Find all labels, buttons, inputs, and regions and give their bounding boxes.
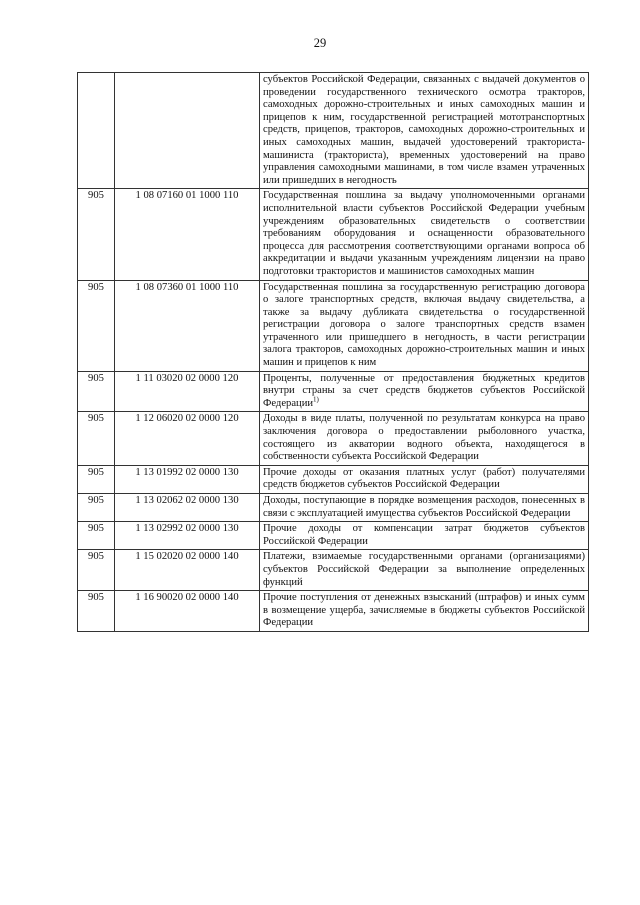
revenue-code-cell: 1 13 02992 02 0000 130 [115,522,260,550]
revenue-code-cell: 1 11 03020 02 0000 120 [115,371,260,412]
description-text: Прочие доходы от компенсации затрат бюджетов субъектов Российской Федерации [263,523,585,547]
table-row [78,465,589,493]
admin-code-cell: 905 [78,189,115,280]
description-text: Государственная пошлина за государственную регистрацию договора о залоге транспортных средств, включая выдачу свидетельства, а также за выдачу дубликата свидетельства о государственной регистрации договора о залоге транспортных средств взамен утраченного или пришедшего в негодность, в части регистрации залога тракторов, самоходных дорожно-строительных машин и иных машин и прицепов к ним [263,281,585,369]
description-text: Прочие поступления от денежных взысканий (штрафов) и иных сумм в возмещение ущерба, зачисляемые в бюджеты субъектов Российской Федерации [263,592,585,629]
revenue-code-cell: 1 12 06020 02 0000 120 [115,412,260,465]
admin-code-cell: 905 [78,465,115,493]
description-text: Доходы, поступающие в порядке возмещения расходов, понесенных в связи с эксплуатацией имущества субъектов Российской Федерации [263,495,585,519]
table-row [78,494,589,522]
table-row [78,280,589,371]
description-cell [260,465,589,493]
description-cell [260,550,589,591]
admin-code-cell [78,73,115,189]
revenue-code-cell: 1 08 07160 01 1000 110 [115,189,260,280]
description-cell [260,591,589,632]
admin-code-cell: 905 [78,591,115,632]
admin-code-cell: 905 [78,550,115,591]
revenue-code-cell [115,73,260,189]
description-cell [260,73,589,189]
description-text: субъектов Российской Федерации, связанных с выдачей документов о проведении государственного технического осмотра тракторов, самоходных дорожно-строительных и иных самоходных машин и прицепов к ним, государственной регистрацией мототранспортных средств, прицепов, тракторов, самоходных дорожно-строительных и иных самоходных машин, выдачей удостоверений тракториста-машиниста (тракториста), временных удостоверений на право управления самоходными машинами, в том числе взамен утраченных или пришедших в негодность [263,74,585,186]
revenue-code-cell: 1 16 90020 02 0000 140 [115,591,260,632]
footnote-marker: 1) [313,395,319,404]
admin-code-cell: 905 [78,412,115,465]
description-cell [260,280,589,371]
table-row [78,371,589,412]
description-text: Государственная пошлина за выдачу уполномоченными органами исполнительной власти субъектов Российской Федерации учебным учреждениям образовательных свидетельств о соответствии требованиям оборудования и оснащенности образовательного процесса для рассмотрения соответствующими органами вопроса об аккредитации и выдачи указанным учреждениям лицензии на право подготовки трактористов и машинистов самоходных машин [263,190,585,277]
description-text: Прочие доходы от оказания платных услуг (работ) получателями средств бюджетов субъектов Российской Федерации [263,466,585,491]
admin-code-cell: 905 [78,280,115,371]
description-cell [260,189,589,280]
revenue-code-cell: 1 15 02020 02 0000 140 [115,550,260,591]
description-text: Проценты, полученные от предоставления бюджетных кредитов внутри страны за счет средств бюджетов субъектов Российской Федерации [263,372,585,409]
description-cell [260,522,589,550]
description-cell [260,371,589,412]
description-text: Доходы в виде платы, полученной по результатам конкурса на право заключения договора о предоставлении рыболовного участка, состоящего из акватории водного объекта, находящегося в собственности субъекта Российской Федерации [263,413,585,463]
table-row [78,591,589,632]
admin-code-cell: 905 [78,371,115,412]
revenue-codes-table [77,72,589,632]
table-row [78,412,589,465]
description-cell [260,412,589,465]
table-row [78,73,589,189]
table-body [78,73,589,632]
page-number: 29 [313,36,327,50]
admin-code-cell: 905 [78,494,115,522]
revenue-code-cell: 1 08 07360 01 1000 110 [115,280,260,371]
table-row [78,550,589,591]
revenue-code-cell: 1 13 01992 02 0000 130 [115,465,260,493]
table-row [78,189,589,280]
description-cell [260,494,589,522]
description-text: Платежи, взимаемые государственными органами (организациями) субъектов Российской Федерации за выполнение определенных функций [263,551,585,588]
revenue-code-cell: 1 13 02062 02 0000 130 [115,494,260,522]
admin-code-cell: 905 [78,522,115,550]
table-row [78,522,589,550]
